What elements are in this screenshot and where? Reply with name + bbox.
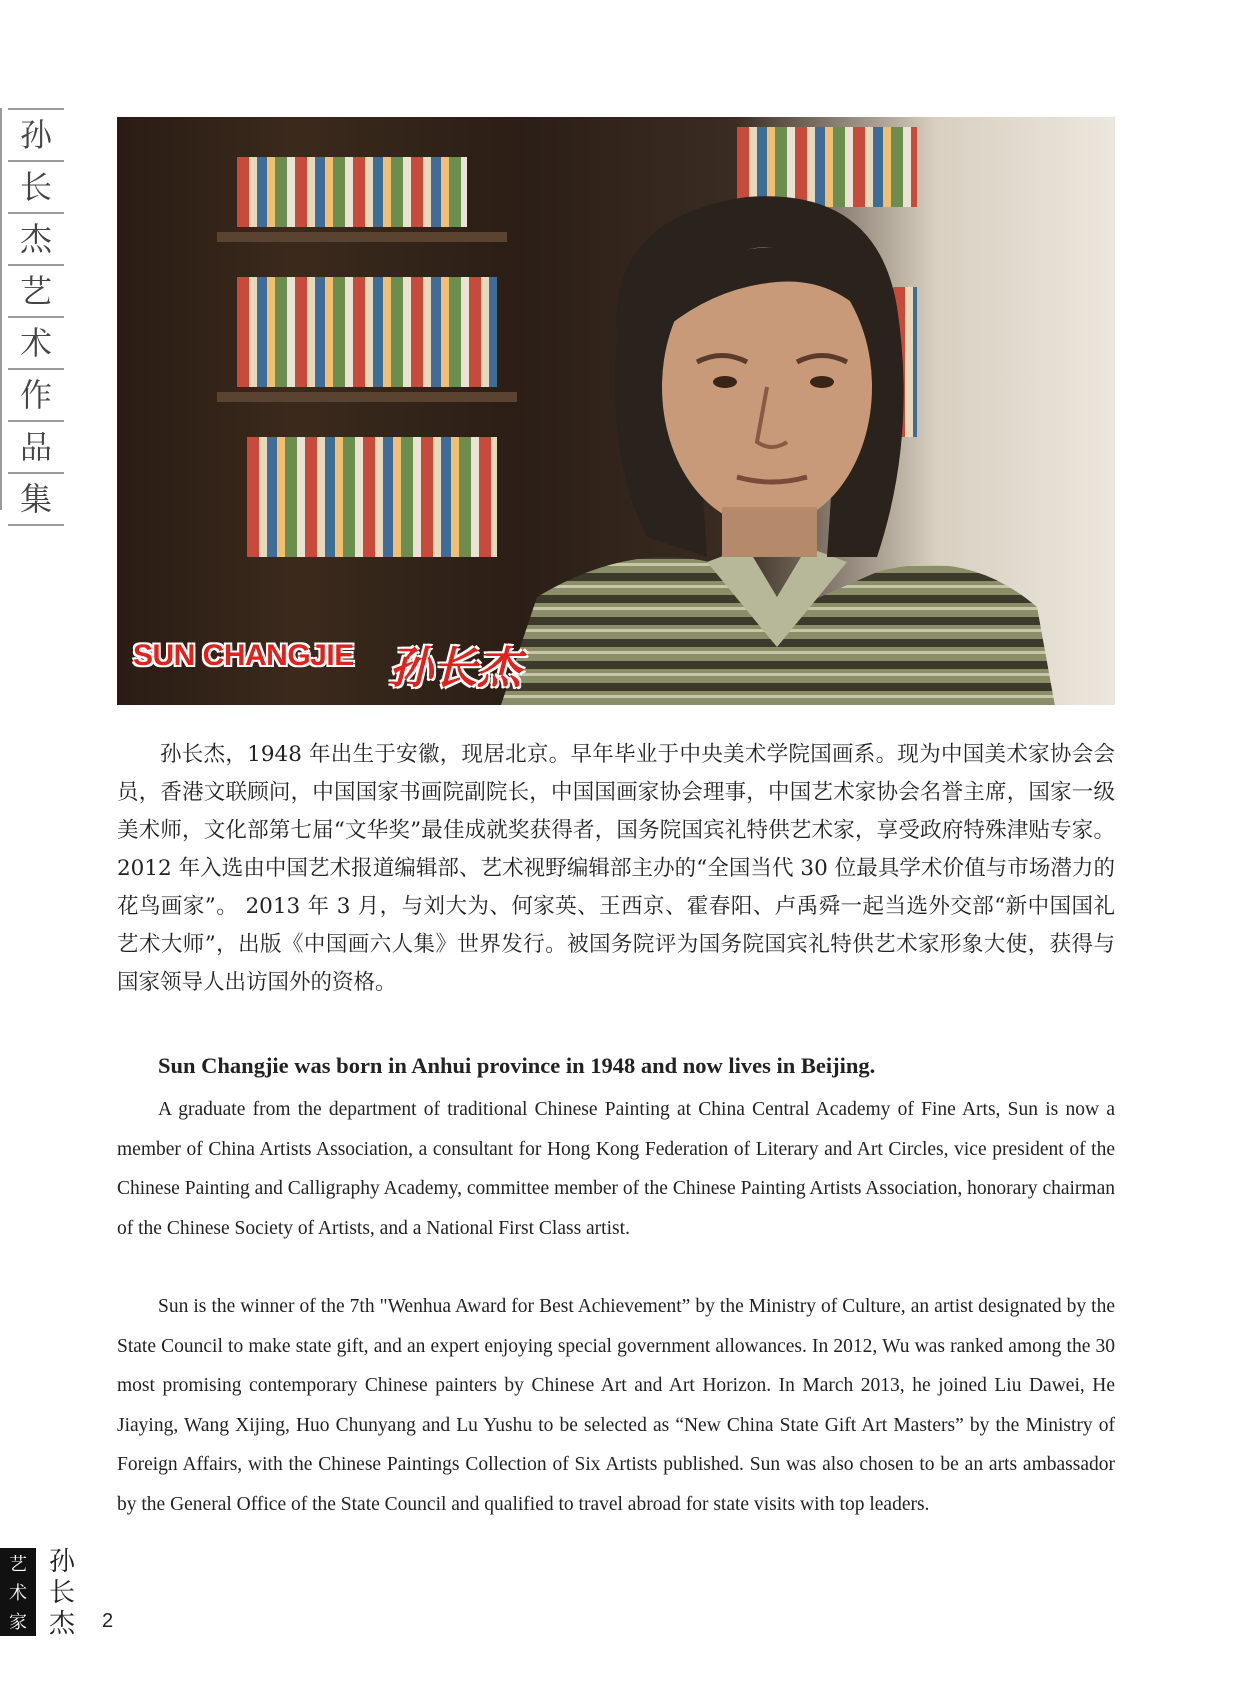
footer-artist-name [44,1548,80,1638]
portrait-photo [117,117,1115,705]
footer-label-char: 家 [9,1612,27,1634]
biography-chinese: 孙长杰，1948 年出生于安徽，现居北京。早年毕业于中央美术学院国画系。现为中国美术家协会会员，香港文联顾问，中国国家书画院副院长，中国国画家协会理事，中国艺术家协会名誉主席，国家一级美术师，文化部第七届“文华奖”最佳成就奖获得者，国务院国宾礼特供艺术家，享受政府特殊津贴专家。2012 年入选由中国艺术报道编辑部、艺术视野编辑部主办的“全国当代 30 位最具学术价值与市场潜力的花鸟画家”。 2013 年 3 月，与刘大为、何家英、王西京、霍春阳、卢禹舜一起当选外交部“新中国国礼艺术大师”，出版《中国画六人集》世界发行。被国务院评为国务院国宾礼特供艺术家形象大使，获得与国家领导人出访国外的资格。 [117,742,1115,995]
biography-english-paragraph: Sun is the winner of the 7th "Wenhua Award for Best Achievement” by the Ministry of Culture, an artist designated by the State Council to make state gift, and an expert enjoying special government allowances. In 2012, Wu was ranked among the 30 most promising contemporary Chinese painters by Chinese Art and Art Horizon. In March 2013, he joined Liu Dawei, He Jiaying, Wang Xijing, Huo Chunyang and Lu Yushu to be selected as “New China State Gift Art Masters” by the Ministry of Foreign Affairs, with the Chinese Paintings Collection of Six Artists published. Sun was also chosen to be an arts ambassador by the General Office of the State Council and qualified to travel abroad for state visits with top leaders. [117,1296,1115,1515]
footer-name-char: 长 [48,1578,75,1608]
photo-caption-en: SUN CHANGJIE [133,639,354,672]
biography-english-paragraph: A graduate from the department of traditional Chinese Painting at China Central Academy of Fine Arts, Sun is now a member of China Artists Association, a consultant for Hong Kong Federation of Literary and Art Circles, vice president of the Chinese Painting and Calligraphy Academy, committee member of the Chinese Painting Artists Association, honorary chairman of the Chinese Society of Artists, and a National First Class artist. [117,1099,1115,1239]
side-title-char: 孙 [8,108,64,162]
bookshelf-books [237,157,467,227]
bookshelf-shelf [217,392,517,402]
side-title-char: 集 [8,474,64,526]
footer-label-box [0,1548,36,1636]
footer-label-char: 艺 [9,1553,27,1575]
biography-english-heading: Sun Changjie was born in Anhui province in 1948 and now lives in Beijing. [158,1053,876,1078]
side-title-char: 长 [8,162,64,214]
photo-caption-cn: 孙长杰 [389,643,521,694]
footer-name-char: 杰 [48,1609,75,1639]
side-title [0,108,64,526]
portrait-figure [497,177,1057,705]
footer-name-char: 孙 [48,1547,75,1577]
bookshelf-shelf [217,232,507,242]
side-title-char: 杰 [8,214,64,266]
footer-label-char: 术 [9,1582,27,1604]
side-title-char: 术 [8,318,64,370]
side-title-char: 作 [8,370,64,422]
side-title-char: 艺 [8,266,64,318]
bookshelf-books [247,437,497,557]
side-title-char: 品 [8,422,64,474]
bookshelf-books [237,277,497,387]
page-number: 2 [102,1610,114,1632]
